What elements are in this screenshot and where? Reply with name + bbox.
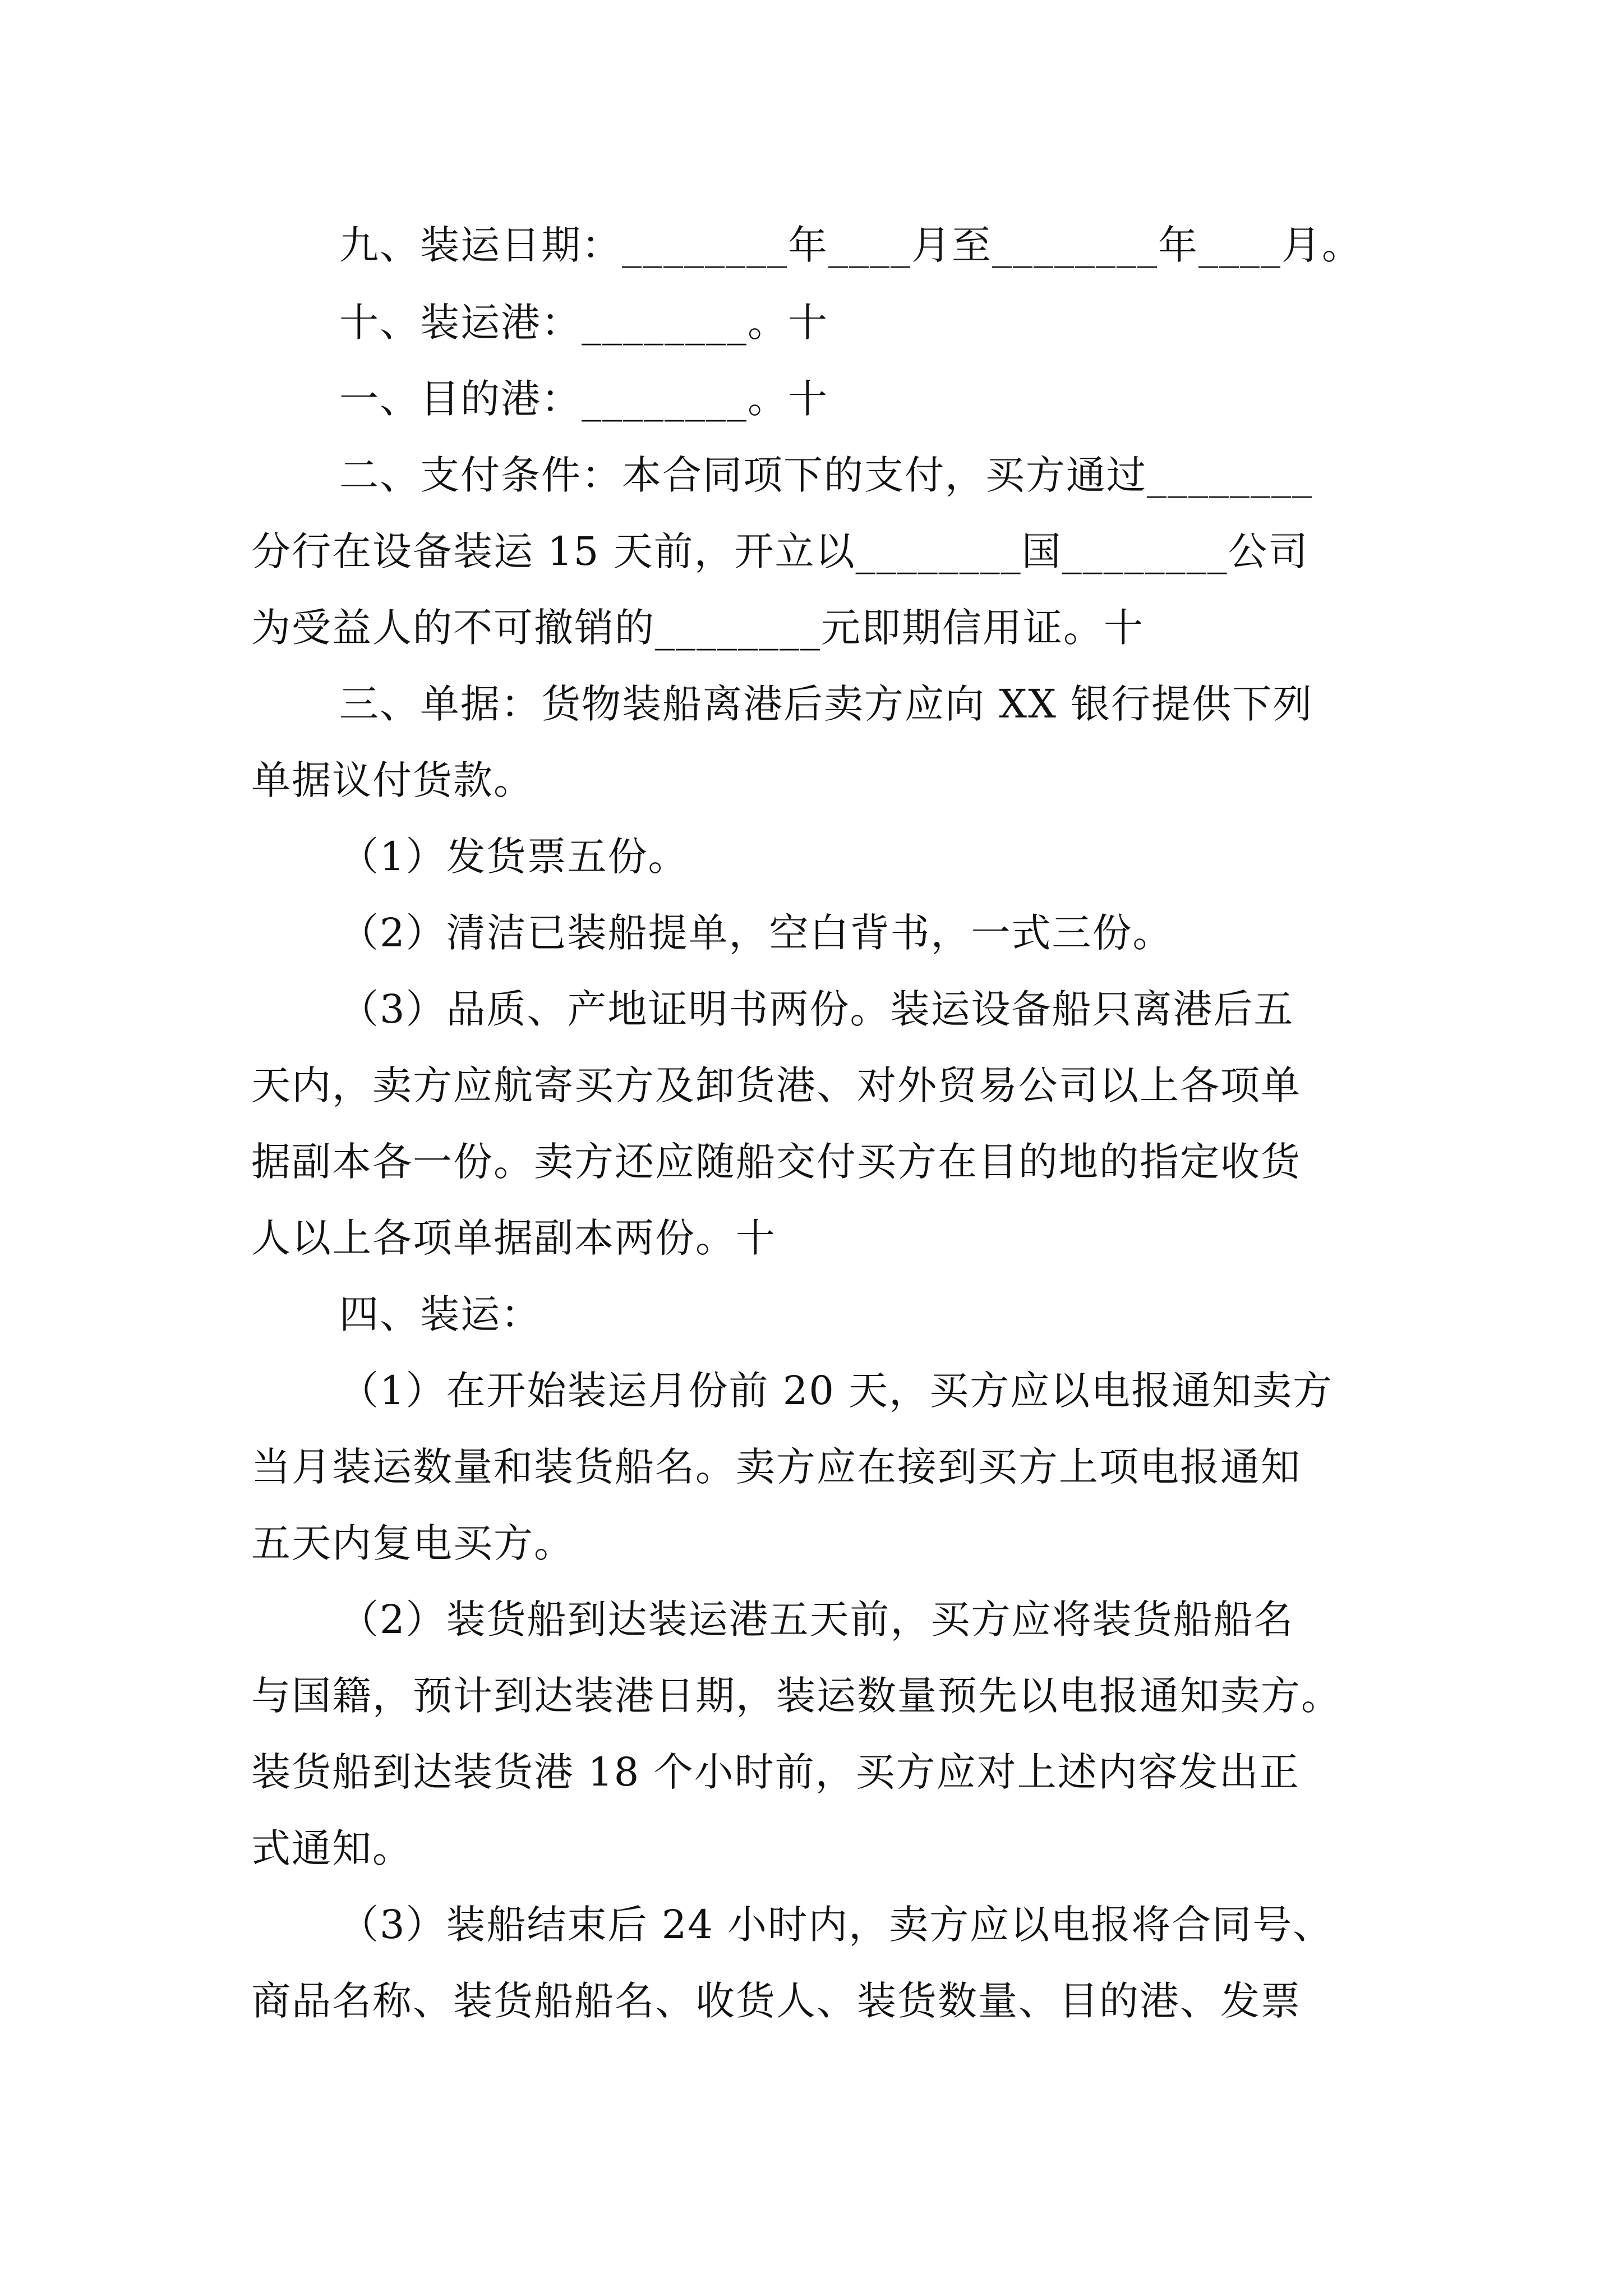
clause-9-shipment-date: 九、装运日期：________年____月至________年____月。 (339, 222, 1362, 268)
text-line: 单据议付货款。 (251, 757, 534, 803)
text-line: 式通知。 (251, 1825, 413, 1871)
text-line: 当月装运数量和装货船名。卖方应在接到买方上项电报通知 (251, 1444, 1301, 1490)
clause-10-loading-port: 十、装运港：________。十 (339, 300, 828, 346)
document-item-1: （1）发货票五份。 (339, 834, 689, 880)
shipment-item-1: （1）在开始装运月份前 20 天，买方应以电报通知卖方 (339, 1368, 1334, 1414)
clause-payment-terms: 二、支付条件：本合同项下的支付，买方通过________ (339, 452, 1313, 498)
clause-shipment-heading: 四、装运： (339, 1291, 541, 1337)
text-line: 天内，卖方应航寄买方及卸货港、对外贸易公司以上各项单 (251, 1062, 1301, 1108)
shipment-item-2: （2）装货船到达装运港五天前，买方应将装货船船名 (339, 1596, 1294, 1642)
text-line: 商品名称、装货船船名、收货人、装货数量、目的港、发票 (251, 1978, 1301, 2024)
clause-documents: 三、单据：货物装船离港后卖方应向 XX 银行提供下列 (339, 681, 1313, 727)
text-line: 装货船到达装货港 18 个小时前，买方应对上述内容发出正 (251, 1749, 1300, 1795)
text-line: 为受益人的不可撤销的________元即期信用证。十 (251, 605, 1144, 651)
document-item-3: （3）品质、产地证明书两份。装运设备船只离港后五 (339, 986, 1294, 1032)
text-line: 据副本各一份。卖方还应随船交付买方在目的地的指定收货 (251, 1139, 1301, 1185)
text-line: 与国籍，预计到达装港日期，装运数量预先以电报通知卖方。 (251, 1673, 1341, 1719)
text-line: 五天内复电买方。 (251, 1520, 574, 1566)
clause-destination-port: 一、目的港：________。十 (339, 376, 828, 422)
shipment-item-3: （3）装船结束后 24 小时内，卖方应以电报将合同号、 (339, 1902, 1334, 1948)
text-line: 人以上各项单据副本两份。十 (251, 1215, 776, 1261)
document-item-2: （2）清洁已装船提单，空白背书，一式三份。 (339, 910, 1173, 956)
text-line: 分行在设备装运 15 天前，开立以________国________公司 (251, 528, 1309, 574)
